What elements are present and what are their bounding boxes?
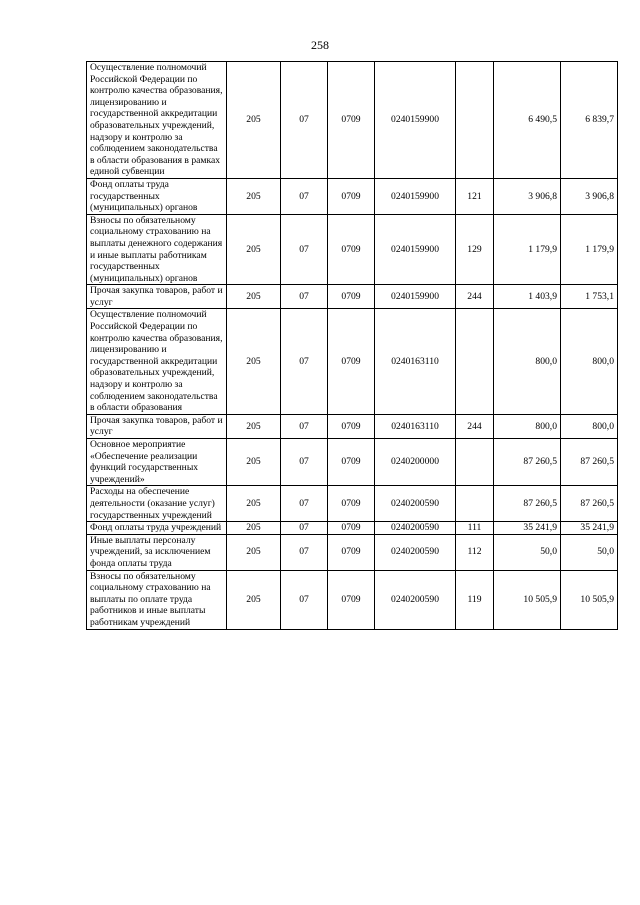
amount-year-2: 87 260,5 [561, 439, 618, 486]
row-name: Прочая закупка товаров, работ и услуг [87, 285, 227, 309]
row-name: Расходы на обеспечение деятельности (оказание услуг) государственных учреждений [87, 486, 227, 522]
amount-year-1: 3 906,8 [494, 178, 561, 214]
amount-year-2: 6 839,7 [561, 62, 618, 179]
subsection-code: 0709 [328, 534, 375, 570]
target-article-code: 0240159900 [375, 178, 456, 214]
expense-type-code [456, 62, 494, 179]
section-code: 07 [281, 570, 328, 629]
amount-year-2: 3 906,8 [561, 178, 618, 214]
section-code: 07 [281, 486, 328, 522]
table-row [87, 486, 618, 522]
row-name: Взносы по обязательному социальному страхованию на выплаты денежного содержания и иные выплаты работникам государственных (муниципальных) органов [87, 214, 227, 285]
table-row [87, 178, 618, 214]
target-article-code: 0240163110 [375, 414, 456, 438]
row-name: Иные выплаты персоналу учреждений, за исключением фонда оплаты труда [87, 534, 227, 570]
amount-year-1: 1 179,9 [494, 214, 561, 285]
section-code: 07 [281, 522, 328, 535]
subsection-code: 0709 [328, 486, 375, 522]
amount-year-1: 800,0 [494, 309, 561, 414]
row-name: Осуществление полномочий Российской Федерации по контролю качества образования, лицензированию и государственной аккредитации образовательных учреждений, надзору и контролю за соблюдением законодательства в области образования в рамках единой субвенции [87, 62, 227, 179]
row-name: Взносы по обязательному социальному страхованию на выплаты по оплате труда работников и иные выплаты работникам учреждений [87, 570, 227, 629]
target-article-code: 0240159900 [375, 214, 456, 285]
amount-year-2: 1 179,9 [561, 214, 618, 285]
subsection-code: 0709 [328, 414, 375, 438]
amount-year-1: 10 505,9 [494, 570, 561, 629]
admin-code: 205 [227, 285, 281, 309]
section-code: 07 [281, 414, 328, 438]
expense-type-code: 111 [456, 522, 494, 535]
expense-type-code [456, 486, 494, 522]
row-name: Основное мероприятие «Обеспечение реализации функций государственных учреждений» [87, 439, 227, 486]
expense-type-code: 121 [456, 178, 494, 214]
admin-code: 205 [227, 570, 281, 629]
table-row [87, 414, 618, 438]
subsection-code: 0709 [328, 309, 375, 414]
subsection-code: 0709 [328, 522, 375, 535]
section-code: 07 [281, 178, 328, 214]
amount-year-2: 800,0 [561, 309, 618, 414]
admin-code: 205 [227, 522, 281, 535]
amount-year-2: 10 505,9 [561, 570, 618, 629]
subsection-code: 0709 [328, 178, 375, 214]
admin-code: 205 [227, 62, 281, 179]
subsection-code: 0709 [328, 214, 375, 285]
page-number: 258 [311, 38, 329, 52]
amount-year-2: 1 753,1 [561, 285, 618, 309]
table-row [87, 285, 618, 309]
admin-code: 205 [227, 439, 281, 486]
target-article-code: 0240159900 [375, 285, 456, 309]
table-row [87, 439, 618, 486]
amount-year-2: 800,0 [561, 414, 618, 438]
admin-code: 205 [227, 534, 281, 570]
expense-type-code [456, 309, 494, 414]
amount-year-1: 6 490,5 [494, 62, 561, 179]
target-article-code: 0240200590 [375, 486, 456, 522]
row-name: Осуществление полномочий Российской Федерации по контролю качества образования, лицензированию и государственной аккредитации образовательных учреждений, надзору и контролю за соблюдением законодательства в области образования [87, 309, 227, 414]
section-code: 07 [281, 214, 328, 285]
table-row [87, 522, 618, 535]
amount-year-1: 87 260,5 [494, 486, 561, 522]
table-row [87, 570, 618, 629]
expense-type-code: 112 [456, 534, 494, 570]
target-article-code: 0240200590 [375, 522, 456, 535]
amount-year-2: 35 241,9 [561, 522, 618, 535]
expense-type-code: 244 [456, 285, 494, 309]
admin-code: 205 [227, 486, 281, 522]
admin-code: 205 [227, 309, 281, 414]
subsection-code: 0709 [328, 439, 375, 486]
expense-type-code: 119 [456, 570, 494, 629]
table-row [87, 62, 618, 179]
target-article-code: 0240163110 [375, 309, 456, 414]
expense-type-code [456, 439, 494, 486]
admin-code: 205 [227, 178, 281, 214]
subsection-code: 0709 [328, 62, 375, 179]
table-row [87, 534, 618, 570]
amount-year-1: 800,0 [494, 414, 561, 438]
table-row [87, 309, 618, 414]
subsection-code: 0709 [328, 285, 375, 309]
section-code: 07 [281, 534, 328, 570]
admin-code: 205 [227, 414, 281, 438]
admin-code: 205 [227, 214, 281, 285]
section-code: 07 [281, 439, 328, 486]
target-article-code: 0240200590 [375, 570, 456, 629]
amount-year-2: 87 260,5 [561, 486, 618, 522]
target-article-code: 0240200000 [375, 439, 456, 486]
amount-year-1: 35 241,9 [494, 522, 561, 535]
amount-year-1: 50,0 [494, 534, 561, 570]
expense-type-code: 129 [456, 214, 494, 285]
expense-type-code: 244 [456, 414, 494, 438]
section-code: 07 [281, 285, 328, 309]
row-name: Прочая закупка товаров, работ и услуг [87, 414, 227, 438]
amount-year-1: 1 403,9 [494, 285, 561, 309]
budget-table [86, 61, 618, 630]
amount-year-1: 87 260,5 [494, 439, 561, 486]
target-article-code: 0240200590 [375, 534, 456, 570]
row-name: Фонд оплаты труда учреждений [87, 522, 227, 535]
section-code: 07 [281, 62, 328, 179]
target-article-code: 0240159900 [375, 62, 456, 179]
subsection-code: 0709 [328, 570, 375, 629]
amount-year-2: 50,0 [561, 534, 618, 570]
row-name: Фонд оплаты труда государственных (муниципальных) органов [87, 178, 227, 214]
table-row [87, 214, 618, 285]
section-code: 07 [281, 309, 328, 414]
